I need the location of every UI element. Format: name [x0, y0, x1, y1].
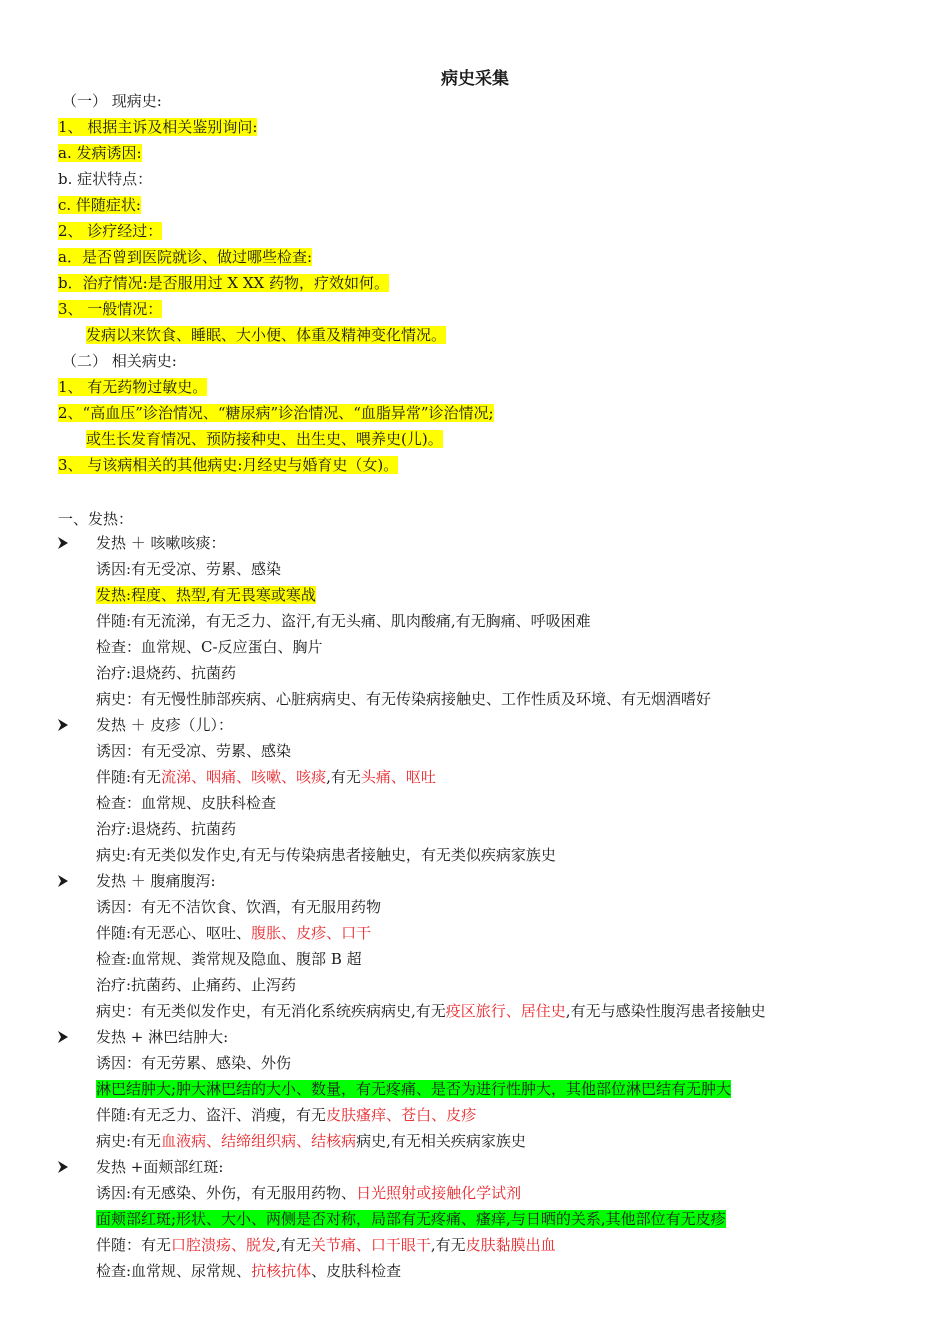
g5-title: 发热 +面颊部红斑:	[96, 1158, 224, 1176]
g2-accomp-red-1: 流涕、咽痛、咳嗽、咳痰	[161, 768, 327, 786]
g2-title: 发热 ＋ 皮疹（儿）：	[96, 716, 234, 734]
g5-exam-text-b: 、皮肤科检查	[311, 1262, 402, 1280]
g2-accomp	[96, 766, 436, 788]
g3-accomp-text: 伴随:有无恶心、呕吐、	[96, 924, 252, 942]
g5-accomp-text-b: ,有无	[276, 1236, 311, 1254]
g5-exam-text-a: 检查:血常规、尿常规、	[96, 1262, 252, 1280]
g5-exam	[96, 1260, 401, 1282]
fever-header: 一、发热：	[58, 510, 134, 528]
s2-item-2-cont: 或生长发育情况、预防接种史、出生史、喂养史(儿)。	[86, 430, 443, 448]
page-title: 病史采集	[441, 69, 509, 89]
s1-item-1: 1、 根据主诉及相关鉴别询问:	[58, 118, 258, 136]
g1-treat: 治疗:退烧药、抗菌药	[96, 664, 237, 682]
g4-title: 发热 + 淋巴结肿大:	[96, 1028, 229, 1046]
g4-history-text-a: 病史:有无	[96, 1132, 162, 1150]
g3-history	[96, 1000, 766, 1022]
arrow-bullet-icon	[58, 1031, 68, 1043]
section-two-header: （二） 相关病史:	[62, 352, 177, 370]
g1-title: 发热 ＋ 咳嗽咳痰：	[96, 534, 226, 552]
g5-cause-text: 诱因:有无感染、外伤，有无服用药物、	[96, 1184, 357, 1202]
g4-history	[96, 1130, 526, 1152]
g3-history-red: 疫区旅行、居住史	[445, 1002, 566, 1020]
g4-lymph: 淋巴结肿大;肿大淋巴结的大小、数量，有无疼痛、是否为进行性肿大，其他部位淋巴结有无肿大	[96, 1080, 732, 1098]
arrow-bullet-icon	[58, 537, 68, 549]
g3-cause: 诱因：有无不洁饮食、饮酒，有无服用药物	[96, 898, 382, 916]
g3-history-text-a: 病史：有无类似发作史，有无消化系统疾病病史,有无	[96, 1002, 446, 1020]
g5-accomp-red-3: 皮肤黏膜出血	[465, 1236, 556, 1254]
g5-accomp-text-a: 伴随：有无	[96, 1236, 172, 1254]
g3-accomp-red: 腹胀、皮疹、口干	[251, 924, 372, 942]
s2-item-1: 1、 有无药物过敏史。	[58, 378, 208, 396]
g5-accomp	[96, 1234, 556, 1256]
g1-cause: 诱因:有无受凉、劳累、感染	[96, 560, 282, 578]
g5-cause	[96, 1182, 521, 1204]
g3-history-text-b: ,有无与感染性腹泻患者接触史	[565, 1002, 766, 1020]
s1-item-3: 3、 一般情况：	[58, 300, 163, 318]
g4-accomp	[96, 1104, 476, 1126]
g2-cause: 诱因：有无受凉、劳累、感染	[96, 742, 292, 760]
g4-history-text-b: 病史,有无相关疾病家族史	[356, 1132, 526, 1150]
g5-cause-red: 日光照射或接触化学试剂	[356, 1184, 522, 1202]
g3-exam: 检查:血常规、粪常规及隐血、腹部 B 超	[96, 950, 362, 968]
arrow-bullet-icon	[58, 875, 68, 887]
g2-treat: 治疗:退烧药、抗菌药	[96, 820, 237, 838]
s1-item-3-text: 发病以来饮食、睡眠、大小便、体重及精神变化情况。	[86, 326, 447, 344]
s1-item-c: c. 伴随症状:	[58, 196, 141, 214]
s1-item-2a: a．是否曾到医院就诊、做过哪些检查:	[58, 248, 312, 266]
s2-item-3: 3、 与该病相关的其他病史:月经史与婚育史（女)。	[58, 456, 399, 474]
s1-item-2b: b．治疗情况:是否服用过 X XX 药物，疗效如何。	[58, 274, 389, 292]
g1-accomp: 伴随:有无流涕，有无乏力、盗汗,有无头痛、肌肉酸痛,有无胸痛、呼吸困难	[96, 612, 591, 630]
arrow-bullet-icon	[58, 719, 68, 731]
g5-accomp-text-c: ,有无	[430, 1236, 466, 1254]
g5-exam-red: 抗核抗体	[251, 1262, 312, 1280]
g5-rash: 面颊部红斑;形状、大小、两侧是否对称，局部有无疼痛、瘙痒,与日晒的关系,其他部位有无皮疹	[96, 1210, 726, 1228]
g4-history-red: 血液病、结缔组织病、结核病	[161, 1132, 357, 1150]
s1-item-a: a. 发病诱因:	[58, 144, 142, 162]
g4-accomp-red: 皮肤瘙痒、苍白、皮疹	[326, 1106, 477, 1124]
g5-accomp-red-2: 关节痛、口干眼干	[310, 1236, 431, 1254]
g3-treat: 治疗:抗菌药、止痛药、止泻药	[96, 976, 297, 994]
arrow-bullet-icon	[58, 1161, 68, 1173]
g3-accomp	[96, 922, 371, 944]
section-one-header: （一） 现病史:	[62, 92, 162, 110]
g5-accomp-red-1: 口腔溃疡、脱发	[171, 1236, 277, 1254]
g2-exam: 检查：血常规、皮肤科检查	[96, 794, 277, 812]
g4-accomp-text: 伴随:有无乏力、盗汗、消瘦，有无	[96, 1106, 327, 1124]
g3-title: 发热 ＋ 腹痛腹泻:	[96, 872, 216, 890]
g2-accomp-red-2: 头痛、呕吐	[360, 768, 436, 786]
g1-fever: 发热:程度、热型,有无畏寒或寒战	[96, 586, 316, 604]
s2-item-2: 2、“高血压”诊治情况、“糖尿病”诊治情况、“血脂异常”诊治情况;	[58, 404, 494, 422]
g2-accomp-text-a: 伴随:有无	[96, 768, 162, 786]
g2-history: 病史:有无类似发作史,有无与传染病患者接触史，有无类似疾病家族史	[96, 846, 556, 864]
g2-accomp-text-b: ,有无	[326, 768, 361, 786]
s1-item-b: b. 症状特点：	[58, 170, 153, 188]
g1-exam: 检查：血常规、C-反应蛋白、胸片	[96, 638, 323, 656]
g4-cause: 诱因：有无劳累、感染、外伤	[96, 1054, 292, 1072]
g1-history: 病史：有无慢性肺部疾病、心脏病病史、有无传染病接触史、工作性质及环境、有无烟酒嗜好	[96, 690, 712, 708]
s1-item-2: 2、 诊疗经过：	[58, 222, 163, 240]
